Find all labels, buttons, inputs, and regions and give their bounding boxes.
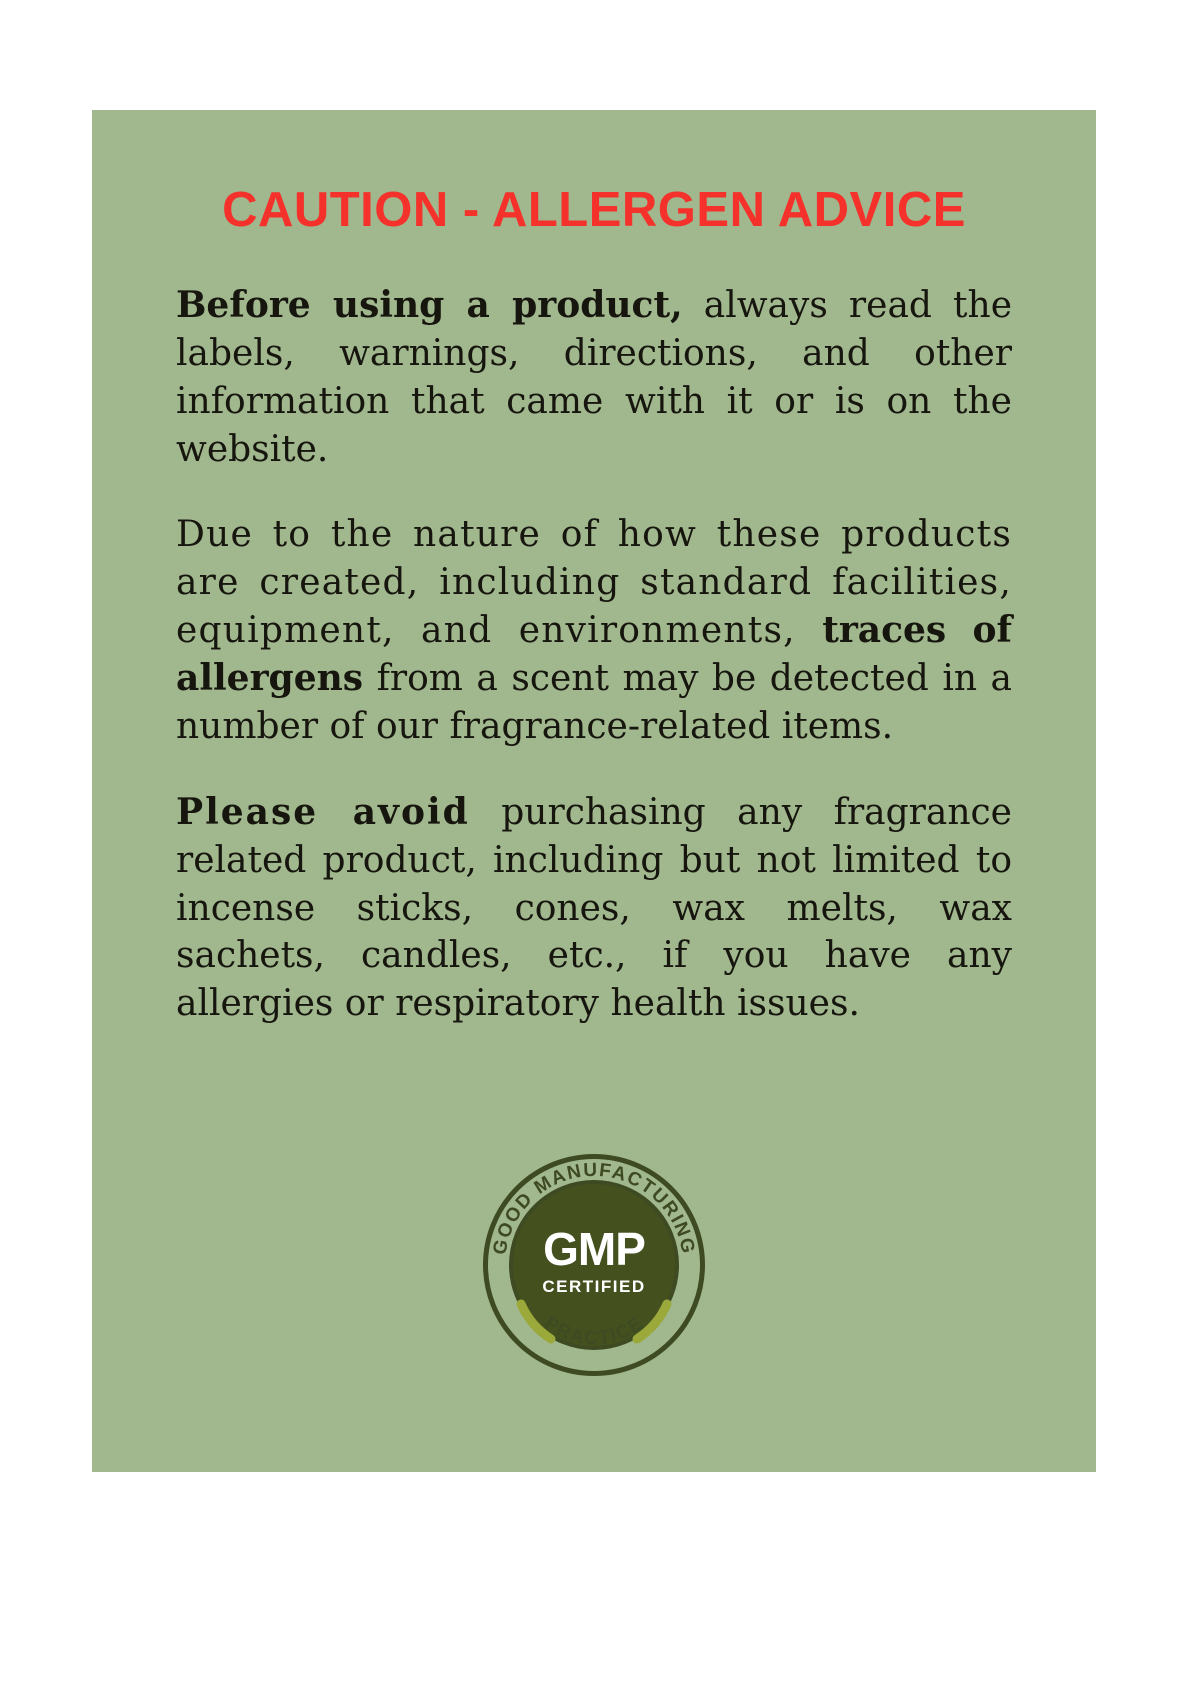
paragraph-nature-of-products [176, 511, 1012, 750]
paragraph-body: purchasing any fragrance related product, including but not limited to incense sticks, cones, wax melts, wax sachets, candles, etc., if you have any allergies or respiratory health issues. [176, 791, 1012, 1025]
gmp-certified-seal-icon [483, 1154, 705, 1376]
paragraph-body: always read the labels, warnings, directions, and other information that came with it or is on the website. [176, 284, 1013, 470]
paragraph-lead-emphasis: Before using a product, [176, 283, 683, 326]
seal-certified-label: CERTIFIED [542, 1277, 646, 1296]
paragraph-before-using [176, 282, 1012, 474]
allergen-advice-poster [92, 110, 1096, 1472]
traces-of-allergens-emphasis: traces of allergens [176, 609, 1012, 700]
paragraph-please-avoid [176, 789, 1012, 1028]
paragraph-body-part-2: from a scent may be detected in a number of our fragrance-related items. [176, 658, 1012, 747]
gmp-seal-container [92, 1154, 1096, 1376]
please-avoid-emphasis: Please avoid [176, 790, 470, 833]
seal-arc-top-text: GOOD MANUFACTURING [489, 1159, 699, 1257]
page-title: CAUTION - ALLERGEN ADVICE [222, 183, 966, 237]
advice-text-block [176, 282, 1012, 1028]
paragraph-body-part-1: Due to the nature of how these products are created, including standard facilities, equipment, and environments, [176, 514, 1012, 652]
seal-center-label: GMP [543, 1223, 645, 1275]
seal-arc-bottom-text: PRACTICE [540, 1312, 648, 1350]
